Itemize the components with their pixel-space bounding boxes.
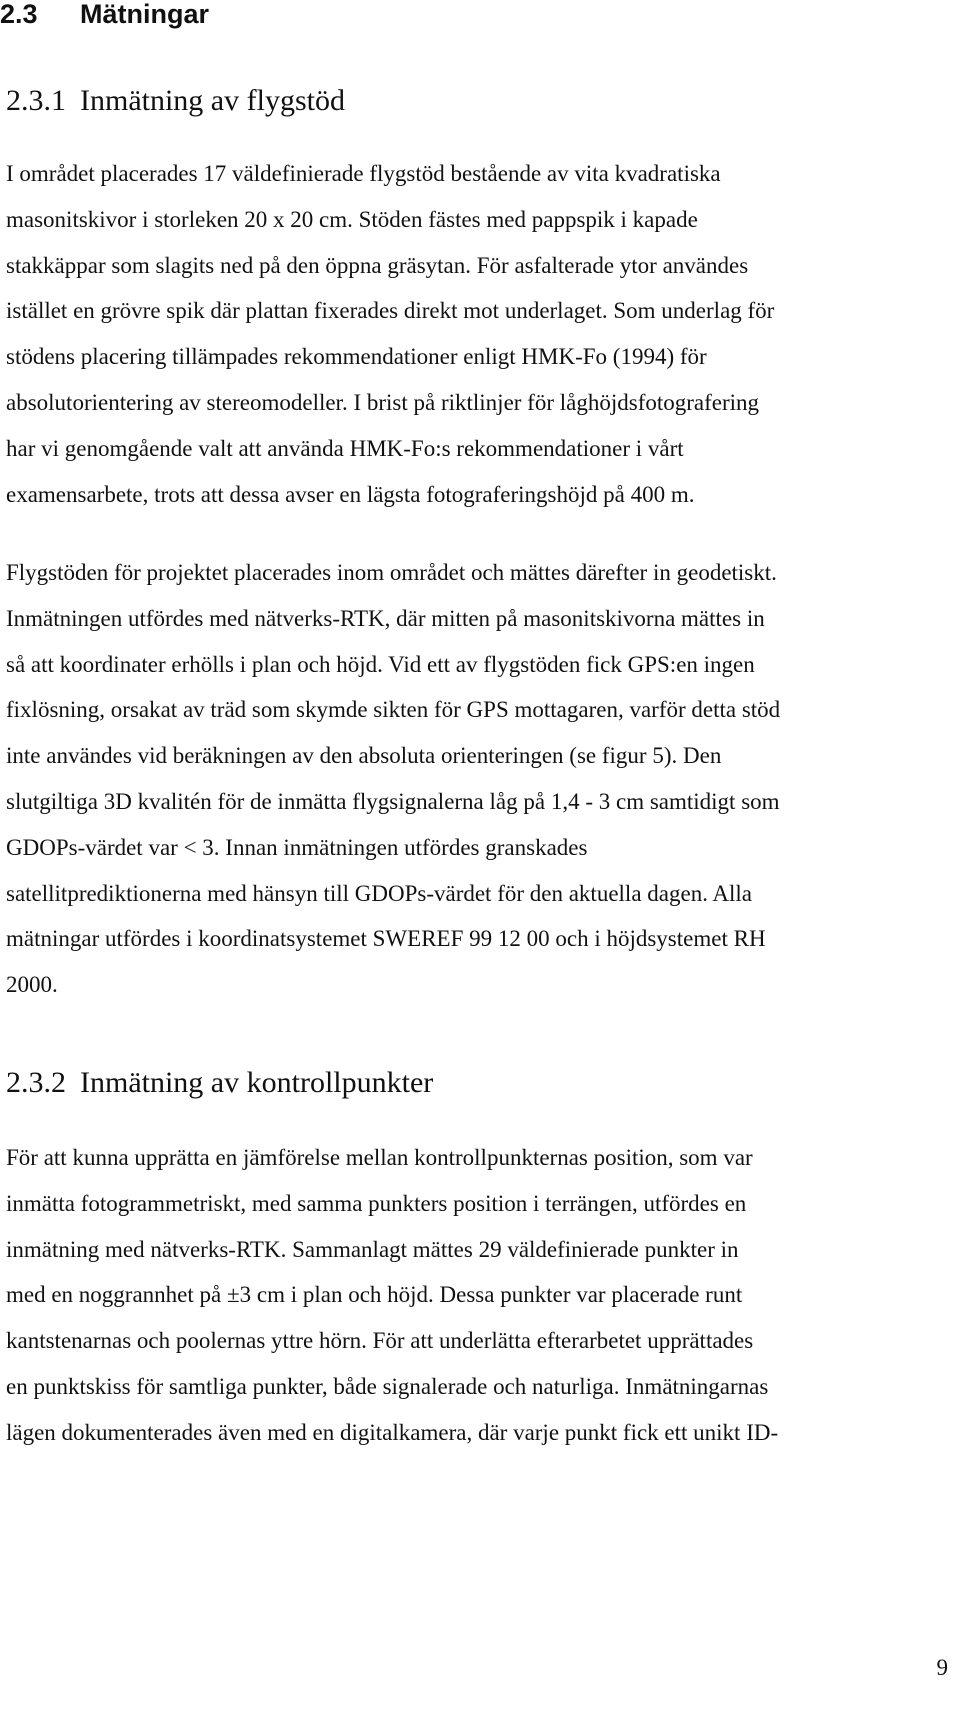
page-number: 9 [936, 1655, 948, 1680]
section-title: Mätningar [80, 0, 210, 29]
text-line: har vi genomgående valt att använda HMK-Fo:s rekommendationer i vårt [6, 435, 684, 461]
text-line: kantstenarnas och poolernas yttre hörn. För att underlätta efterarbetet upprättades [6, 1328, 754, 1354]
text-line: satellitprediktionerna med hänsyn till GDOPs-värdet för den aktuella dagen. Alla [6, 880, 753, 906]
subsection-heading-2-3-2 [6, 1063, 433, 1103]
subsection-title: Inmätning av kontrollpunkter [80, 1066, 434, 1099]
paragraph-flygstod-2 [6, 550, 956, 1008]
text-line: 2000. [6, 972, 58, 998]
text-line: mätningar utfördes i koordinatsystemet SWEREF 99 12 00 och i höjdsystemet RH [6, 926, 766, 952]
text-line: masonitskivor i storleken 20 x 20 cm. Stöden fästes med pappspik i kapade [6, 206, 698, 232]
text-line: en punktskiss för samtliga punkter, både signalerade och naturliga. Inmätningarnas [6, 1373, 769, 1399]
text-line: inmätta fotogrammetriskt, med samma punkters position i terrängen, utfördes en [6, 1190, 747, 1216]
text-line: inte användes vid beräkningen av den absoluta orienteringen (se figur 5). Den [6, 743, 722, 769]
text-line: stödens placering tillämpades rekommendationer enligt HMK-Fo (1994) för [6, 344, 707, 370]
text-line: fixlösning, orsakat av träd som skymde sikten för GPS mottagaren, varför detta stöd [6, 697, 781, 723]
text-line: För att kunna upprätta en jämförelse mellan kontrollpunkternas position, som var [6, 1145, 753, 1170]
text-line: istället en grövre spik där plattan fixerades direkt mot underlaget. Som underlag för [6, 298, 775, 324]
text-line: med en noggrannhet på ±3 cm i plan och höjd. Dessa punkter var placerade runt [6, 1282, 743, 1308]
text-line: slutgiltiga 3D kvalitén för de inmätta flygsignalerna låg på 1,4 - 3 cm samtidigt som [6, 788, 780, 814]
text-line: GDOPs-värdet var < 3. Innan inmätningen utfördes granskades [6, 834, 588, 860]
subsection-number: 2.3.2 [6, 1066, 66, 1099]
text-line: lägen dokumenterades även med en digitalkamera, där varje punkt fick ett unikt ID- [6, 1419, 779, 1445]
paragraph-flygstod-1 [6, 151, 956, 517]
text-line: examensarbete, trots att dessa avser en lägsta fotograferingshöjd på 400 m. [6, 481, 695, 507]
subsection-title: Inmätning av flygstöd [80, 84, 345, 117]
text-line: stakkäppar som slagits ned på den öppna gräsytan. För asfalterade ytor användes [6, 252, 749, 278]
subsection-number: 2.3.1 [6, 84, 66, 117]
text-line: I området placerades 17 väldefinierade flygstöd bestående av vita kvadratiska [6, 161, 721, 186]
paragraph-kontrollpunkter [6, 1135, 956, 1456]
text-line: inmätning med nätverks-RTK. Sammanlagt mättes 29 väldefinierade punkter in [6, 1236, 739, 1262]
text-line: Flygstöden för projektet placerades inom området och mättes därefter in geodetiskt. [6, 560, 777, 585]
section-heading [0, 0, 209, 34]
text-line: så att koordinater erhölls i plan och höjd. Vid ett av flygstöden fick GPS:en ingen [6, 651, 755, 677]
text-line: absolutorientering av stereomodeller. I brist på riktlinjer för låghöjdsfotografering [6, 389, 760, 415]
text-line: Inmätningen utfördes med nätverks-RTK, där mitten på masonitskivorna mättes in [6, 605, 765, 631]
subsection-heading-2-3-1 [6, 81, 345, 121]
section-number: 2.3 [0, 0, 38, 29]
